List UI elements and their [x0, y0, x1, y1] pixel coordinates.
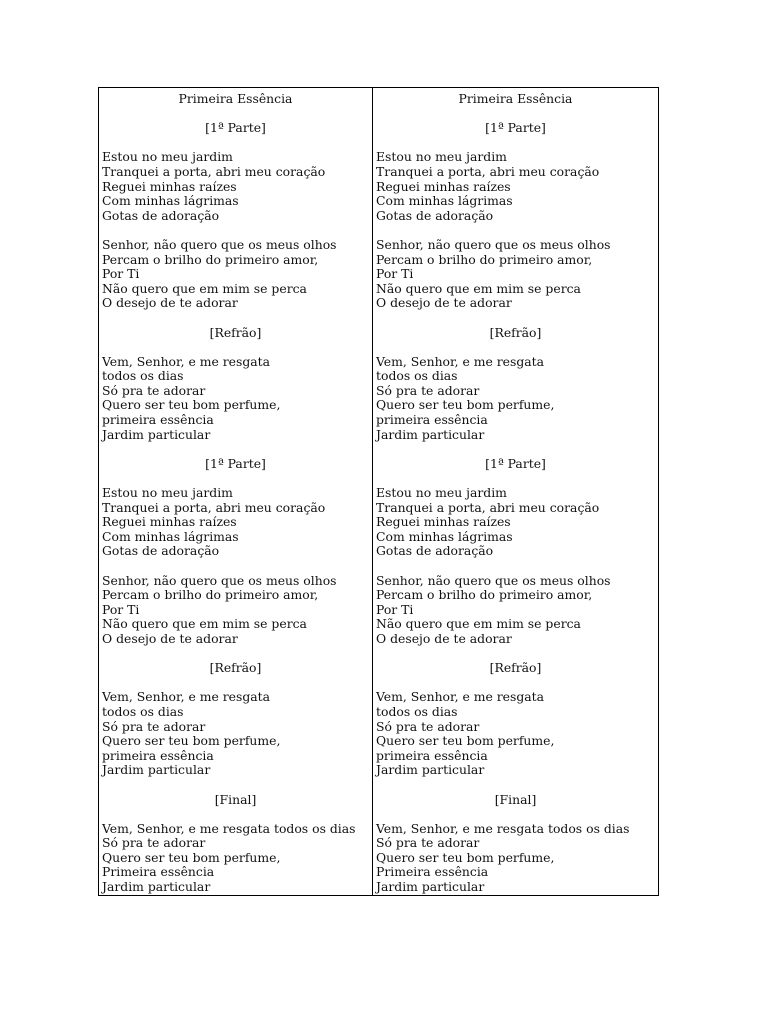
lyric-line: Quero ser teu bom perfume, — [102, 733, 281, 749]
lyric-line: primeira essência — [102, 412, 214, 428]
lyric-line: Primeira essência — [376, 864, 489, 880]
blank-line — [102, 340, 372, 355]
lyric-line: O desejo de te adorar — [102, 295, 238, 311]
lyric-line: O desejo de te adorar — [376, 630, 512, 646]
lyric-line: Vem, Senhor, e me resgata — [102, 353, 271, 369]
blank-line — [376, 107, 658, 122]
lyric-line: O desejo de te adorar — [376, 295, 512, 311]
blank-line — [376, 647, 658, 662]
lyric-line: O desejo de te adorar — [102, 630, 238, 646]
lyric-line: Reguei minhas raízes — [102, 178, 237, 194]
lyric-line: Gotas de adoração — [376, 207, 494, 223]
blank-line — [376, 311, 658, 326]
blank-line — [102, 107, 372, 122]
section-heading: Primeira Essência — [178, 91, 293, 106]
lyric-line: Estou no meu jardim — [102, 485, 233, 501]
lyric-line: Só pra te adorar — [102, 382, 206, 398]
lyric-line: Senhor, não quero que os meus olhos — [102, 236, 337, 252]
lyric-line: Com minhas lágrimas — [376, 528, 513, 544]
blank-line — [102, 471, 372, 486]
lyric-line: Primeira essência — [102, 864, 215, 880]
blank-line — [102, 676, 372, 691]
lyric-line: Só pra te adorar — [376, 718, 480, 734]
lyric-line: Tranquei a porta, abri meu coração — [102, 499, 326, 515]
section-heading: [Final] — [494, 791, 537, 807]
lyric-line: Senhor, não quero que os meus olhos — [102, 572, 337, 588]
lyric-line: Quero ser teu bom perfume, — [376, 397, 555, 413]
blank-line — [102, 559, 372, 574]
lyric-line: todos os dias — [376, 703, 458, 719]
lyric-line: Quero ser teu bom perfume, — [102, 849, 281, 865]
lyric-line: Estou no meu jardim — [376, 485, 507, 501]
lyric-line: Por Ti — [376, 601, 414, 617]
section-heading: [Refrão] — [489, 324, 542, 340]
lyric-line: Jardim particular — [102, 762, 211, 778]
section-heading: Primeira Essência — [458, 91, 573, 106]
lyric-line: todos os dias — [102, 703, 184, 719]
blank-line — [102, 136, 372, 151]
lyric-line: Por Ti — [102, 601, 140, 617]
lyric-line: Tranquei a porta, abri meu coração — [376, 499, 600, 515]
lyric-line: Jardim particular — [376, 426, 485, 442]
lyric-line: Percam o brilho do primeiro amor, — [102, 587, 319, 603]
lyric-line: Por Ti — [102, 266, 140, 282]
blank-line — [376, 807, 658, 822]
lyric-line: Só pra te adorar — [376, 835, 480, 851]
lyric-line: Tranquei a porta, abri meu coração — [102, 163, 326, 179]
lyric-line: Por Ti — [376, 266, 414, 282]
lyric-line: Jardim particular — [376, 762, 485, 778]
lyric-line: Quero ser teu bom perfume, — [376, 849, 555, 865]
blank-line — [102, 807, 372, 822]
section-heading: [Refrão] — [489, 660, 542, 676]
lyric-line: Reguei minhas raízes — [102, 514, 237, 530]
lyric-line: Vem, Senhor, e me resgata todos os dias — [376, 820, 630, 836]
blank-line — [102, 223, 372, 238]
lyric-line: Reguei minhas raízes — [376, 178, 511, 194]
lyric-line: Só pra te adorar — [102, 718, 206, 734]
section-heading: [1ª Parte] — [485, 120, 546, 136]
lyric-line: Não quero que em mim se perca — [376, 616, 581, 632]
lyric-line: Jardim particular — [102, 426, 211, 442]
lyrics-column-right — [373, 88, 658, 895]
lyric-line: Percam o brilho do primeiro amor, — [376, 587, 593, 603]
lyric-line: Estou no meu jardim — [376, 149, 507, 165]
lyric-line: Quero ser teu bom perfume, — [376, 733, 555, 749]
lyric-line: Reguei minhas raízes — [376, 514, 511, 530]
blank-line — [376, 340, 658, 355]
blank-line — [102, 778, 372, 793]
blank-line — [102, 647, 372, 662]
lyric-line: primeira essência — [376, 747, 488, 763]
section-heading: [1ª Parte] — [205, 455, 266, 471]
lyric-line: Senhor, não quero que os meus olhos — [376, 572, 611, 588]
lyric-line: Vem, Senhor, e me resgata todos os dias — [102, 820, 356, 836]
lyric-line: Percam o brilho do primeiro amor, — [376, 251, 593, 267]
lyric-line: primeira essência — [102, 747, 214, 763]
lyric-line: Gotas de adoração — [102, 543, 220, 559]
lyric-line: Com minhas lágrimas — [376, 193, 513, 209]
lyric-line: Quero ser teu bom perfume, — [102, 397, 281, 413]
lyric-line: Tranquei a porta, abri meu coração — [376, 163, 600, 179]
blank-line — [376, 442, 658, 457]
lyric-line: Com minhas lágrimas — [102, 193, 239, 209]
blank-line — [376, 471, 658, 486]
lyric-line: Não quero que em mim se perca — [102, 280, 307, 296]
lyric-line: todos os dias — [102, 368, 184, 384]
blank-line — [376, 778, 658, 793]
lyric-line: Percam o brilho do primeiro amor, — [102, 251, 319, 267]
lyric-line: Jardim particular — [102, 879, 211, 895]
section-heading: [Refrão] — [209, 324, 262, 340]
section-heading: [Final] — [214, 791, 257, 807]
lyric-line: Jardim particular — [376, 879, 485, 895]
section-heading: [1ª Parte] — [485, 455, 546, 471]
blank-line — [376, 676, 658, 691]
lyric-line: Não quero que em mim se perca — [102, 616, 307, 632]
lyrics-column-left — [99, 88, 373, 895]
lyric-line: Só pra te adorar — [376, 382, 480, 398]
lyric-line: Não quero que em mim se perca — [376, 280, 581, 296]
blank-line — [102, 442, 372, 457]
lyric-line: todos os dias — [376, 368, 458, 384]
lyric-line: Senhor, não quero que os meus olhos — [376, 236, 611, 252]
lyric-line: Vem, Senhor, e me resgata — [376, 689, 545, 705]
blank-line — [102, 311, 372, 326]
lyric-line: primeira essência — [376, 412, 488, 428]
section-heading: [1ª Parte] — [205, 120, 266, 136]
blank-line — [376, 223, 658, 238]
blank-line — [376, 136, 658, 151]
lyric-line: Só pra te adorar — [102, 835, 206, 851]
lyric-line: Vem, Senhor, e me resgata — [376, 353, 545, 369]
blank-line — [376, 559, 658, 574]
lyric-line: Com minhas lágrimas — [102, 528, 239, 544]
lyric-line: Vem, Senhor, e me resgata — [102, 689, 271, 705]
lyrics-table — [98, 87, 659, 896]
section-heading: [Refrão] — [209, 660, 262, 676]
lyric-line: Gotas de adoração — [102, 207, 220, 223]
lyric-line: Gotas de adoração — [376, 543, 494, 559]
lyric-line: Estou no meu jardim — [102, 149, 233, 165]
